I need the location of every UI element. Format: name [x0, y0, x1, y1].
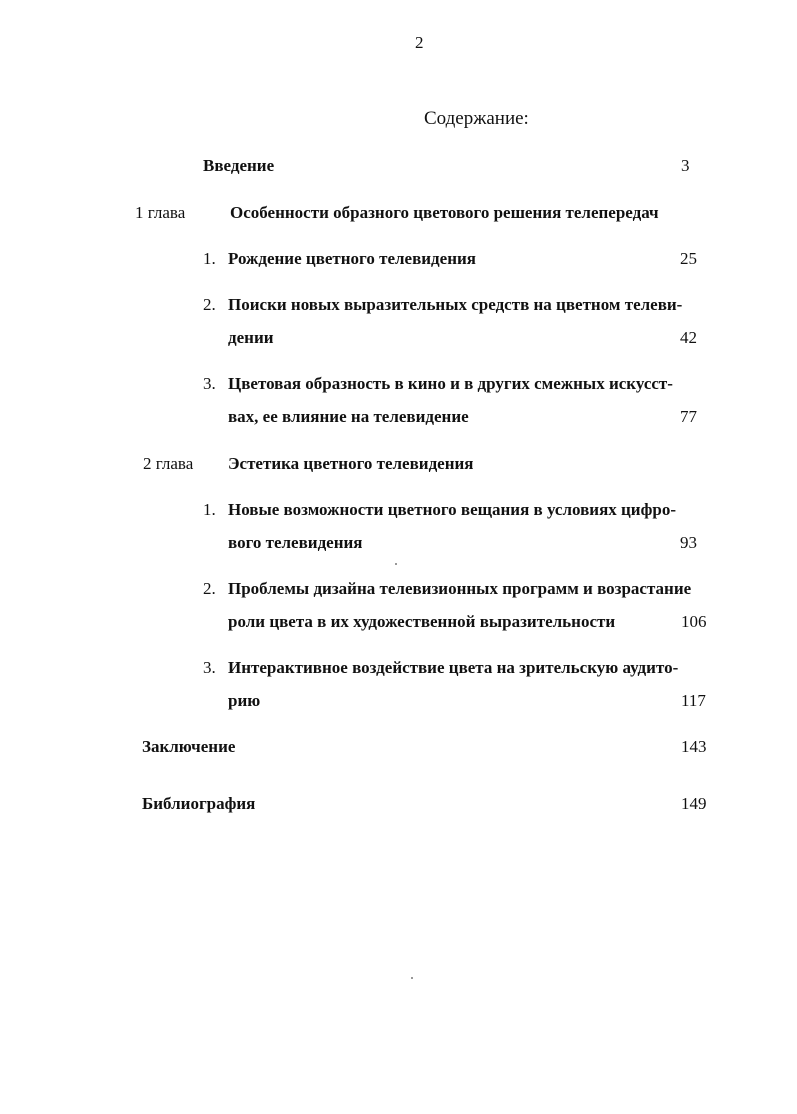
toc-bibliography-page: 149	[681, 794, 707, 813]
chapter1-item3-page: 77	[680, 407, 697, 426]
chapter2-item2-page: 106	[681, 612, 707, 631]
chapter2-item1-page: 93	[680, 533, 697, 552]
chapter1-item3-line2: вах, ее влияние на телевидение	[228, 407, 469, 426]
chapter1-label: 1 глава	[135, 203, 186, 222]
chapter1-item2-page: 42	[680, 328, 697, 347]
chapter1-title: Особенности образного цветового решения телепередач	[230, 203, 659, 222]
chapter2-title: Эстетика цветного телевидения	[228, 454, 474, 473]
chapter2-item1-line1: Новые возможности цветного вещания в условиях цифро-	[228, 500, 676, 519]
chapter2-item3-line2: рию	[228, 691, 261, 710]
toc-bibliography-label: Библиография	[142, 794, 256, 813]
chapter2-item3-number: 3.	[203, 658, 216, 677]
toc-heading: Содержание:	[424, 108, 529, 129]
chapter1-item2-line2: дении	[228, 328, 274, 347]
chapter2-item2-line2: роли цвета в их художественной выразительности	[228, 612, 616, 631]
toc-intro-page: 3	[681, 156, 690, 175]
chapter2-label: 2 глава	[143, 454, 194, 473]
chapter2-item2-number: 2.	[203, 579, 216, 598]
chapter2-item1-line2: вого телевидения	[228, 533, 363, 552]
chapter1-item3-number: 3.	[203, 374, 216, 393]
page-number: 2	[415, 33, 424, 52]
chapter2-item1-number: 1.	[203, 500, 216, 519]
scan-speck	[411, 977, 413, 979]
toc-conclusion-label: Заключение	[142, 737, 236, 756]
chapter2-item3-line1: Интерактивное воздействие цвета на зрительскую аудито-	[228, 658, 679, 677]
chapter1-item1-number: 1.	[203, 249, 216, 268]
chapter2-item2-line1: Проблемы дизайна телевизионных программ и возрастание	[228, 579, 692, 598]
chapter2-item3-page: 117	[681, 691, 706, 710]
toc-conclusion-page: 143	[681, 737, 707, 756]
scan-speck	[395, 563, 397, 565]
chapter1-item1-page: 25	[680, 249, 697, 268]
chapter1-item1-line1: Рождение цветного телевидения	[228, 249, 476, 268]
chapter1-item3-line1: Цветовая образность в кино и в других смежных искусст-	[228, 374, 673, 393]
toc-intro-label: Введение	[203, 156, 275, 175]
chapter1-item2-number: 2.	[203, 295, 216, 314]
chapter1-item2-line1: Поиски новых выразительных средств на цветном телеви-	[228, 295, 683, 314]
